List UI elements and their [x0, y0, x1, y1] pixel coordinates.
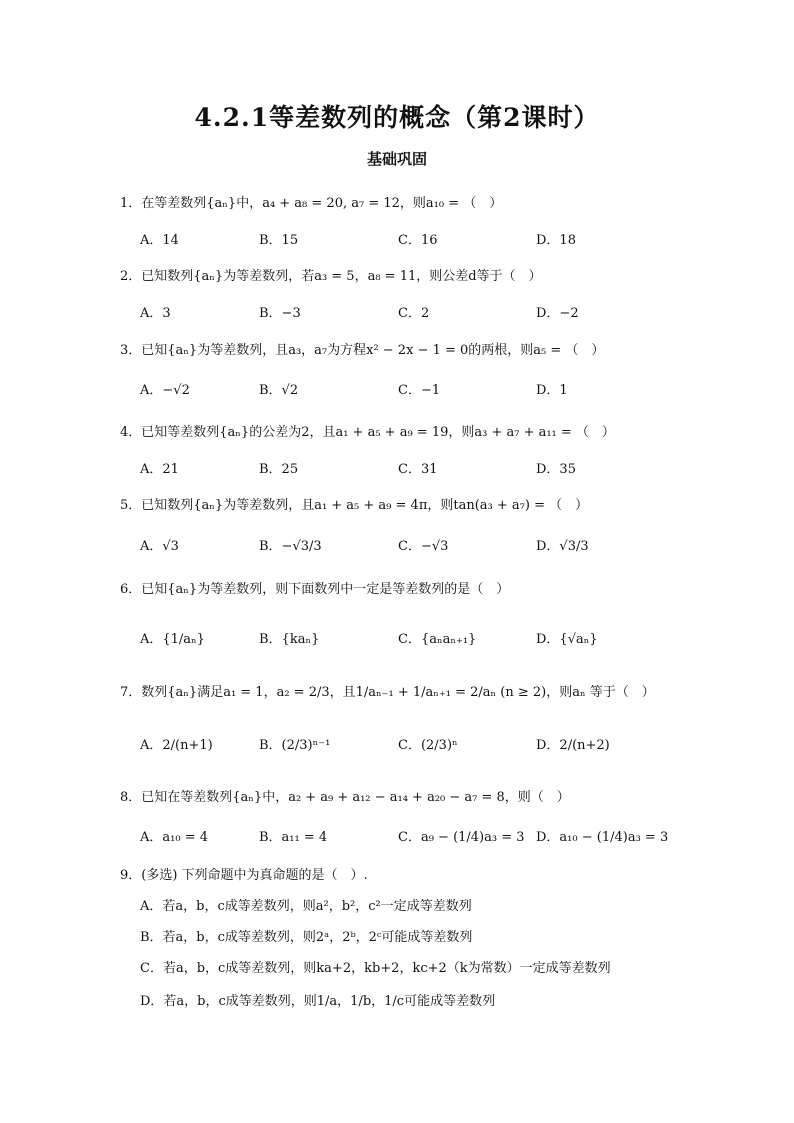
option-c[interactable]: C．−√3: [398, 539, 449, 554]
option-b[interactable]: B．√2: [259, 383, 299, 398]
question-3-stem: [120, 339, 604, 358]
option-a[interactable]: A．a₁₀ = 4: [140, 830, 208, 845]
option-d[interactable]: D．18: [536, 233, 576, 248]
option-c[interactable]: C．若a，b，c成等差数列，则ka+2，kb+2，kc+2（k为常数）一定成等差数列: [140, 961, 611, 976]
question-text: 5．已知数列{aₙ}为等差数列，且a₁ + a₅ + a₉ = 4π，则tan(a₃ + a₇) = （ ）: [120, 498, 589, 513]
page-title: 4.2.1等差数列的概念（第2课时）: [194, 103, 600, 132]
option-c[interactable]: C．16: [398, 233, 438, 248]
question-text: 2．已知数列{aₙ}为等差数列，若a₃ = 5，a₈ = 11，则公差d等于（ ）: [120, 269, 542, 284]
question-1-stem: [120, 192, 502, 211]
option-b[interactable]: B．−√3/3: [259, 539, 322, 554]
option-b[interactable]: B．{kaₙ}: [259, 632, 320, 647]
question-text: 6．已知{aₙ}为等差数列，则下面数列中一定是等差数列的是（ ）: [120, 582, 510, 597]
option-d[interactable]: D．2/(n+2): [536, 738, 610, 753]
option-d[interactable]: D．若a，b，c成等差数列，则1/a，1/b，1/c可能成等差数列: [140, 994, 496, 1009]
option-d[interactable]: D．√3/3: [536, 539, 589, 554]
section-heading: 基础巩固: [366, 150, 427, 168]
option-a[interactable]: A．3: [140, 306, 171, 321]
question-text: 7．数列{aₙ}满足a₁ = 1，a₂ = 2/3，且1/aₙ₋₁ + 1/aₙ₊₁ = 2/aₙ (n ≥ 2)，则aₙ 等于（ ）: [120, 685, 655, 700]
question-text: 1．在等差数列{aₙ}中，a₄ + a₈ = 20, a₇ = 12，则a₁₀ = （ ）: [120, 196, 503, 211]
option-b[interactable]: B．若a，b，c成等差数列，则2ᵃ，2ᵇ，2ᶜ可能成等差数列: [140, 930, 473, 945]
option-d[interactable]: D．−2: [536, 306, 579, 321]
option-c[interactable]: C．31: [398, 462, 438, 477]
option-d[interactable]: D．{√aₙ}: [536, 632, 598, 647]
option-c[interactable]: C．{aₙaₙ₊₁}: [398, 632, 477, 647]
option-b[interactable]: B．(2/3)ⁿ⁻¹: [259, 738, 331, 753]
option-b[interactable]: B．a₁₁ = 4: [259, 830, 328, 845]
question-text: 8．已知在等差数列{aₙ}中，a₂ + a₉ + a₁₂ − a₁₄ + a₂₀ − a₇ = 8，则（ ）: [120, 790, 570, 805]
option-a[interactable]: A．21: [140, 462, 179, 477]
question-8-stem: [120, 786, 570, 805]
option-a[interactable]: A．若a，b，c成等差数列，则a²，b²，c²一定成等差数列: [140, 899, 472, 914]
question-text: 9．(多选) 下列命题中为真命题的是（ ）.: [120, 868, 368, 883]
option-c[interactable]: C．2: [398, 306, 430, 321]
question-7-stem: [120, 681, 655, 700]
option-b[interactable]: B．−3: [259, 306, 301, 321]
question-2-stem: [120, 265, 542, 284]
question-6-stem: [120, 578, 509, 597]
option-a[interactable]: A．2/(n+1): [140, 738, 213, 753]
question-5-stem: [120, 494, 588, 513]
option-c[interactable]: C．(2/3)ⁿ: [398, 738, 458, 753]
option-a[interactable]: A．14: [140, 233, 179, 248]
option-c[interactable]: C．a₉ − (1/4)a₃ = 3: [398, 830, 525, 845]
option-a[interactable]: A．{1/aₙ}: [140, 632, 205, 647]
option-a[interactable]: A．√3: [140, 539, 179, 554]
option-d[interactable]: D．35: [536, 462, 576, 477]
question-text: 4．已知等差数列{aₙ}的公差为2，且a₁ + a₅ + a₉ = 19，则a₃ + a₇ + a₁₁ = （ ）: [120, 425, 615, 440]
option-b[interactable]: B．25: [259, 462, 299, 477]
option-d[interactable]: D．1: [536, 383, 568, 398]
question-4-stem: [120, 421, 615, 440]
option-c[interactable]: C．−1: [398, 383, 441, 398]
option-a[interactable]: A．−√2: [140, 383, 190, 398]
option-d[interactable]: D．a₁₀ − (1/4)a₃ = 3: [536, 830, 669, 845]
question-text: 3．已知{aₙ}为等差数列，且a₃，a₇为方程x² − 2x − 1 = 0的两根，则a₅ = （ ）: [120, 343, 605, 358]
option-b[interactable]: B．15: [259, 233, 299, 248]
question-9-stem: [120, 864, 368, 883]
